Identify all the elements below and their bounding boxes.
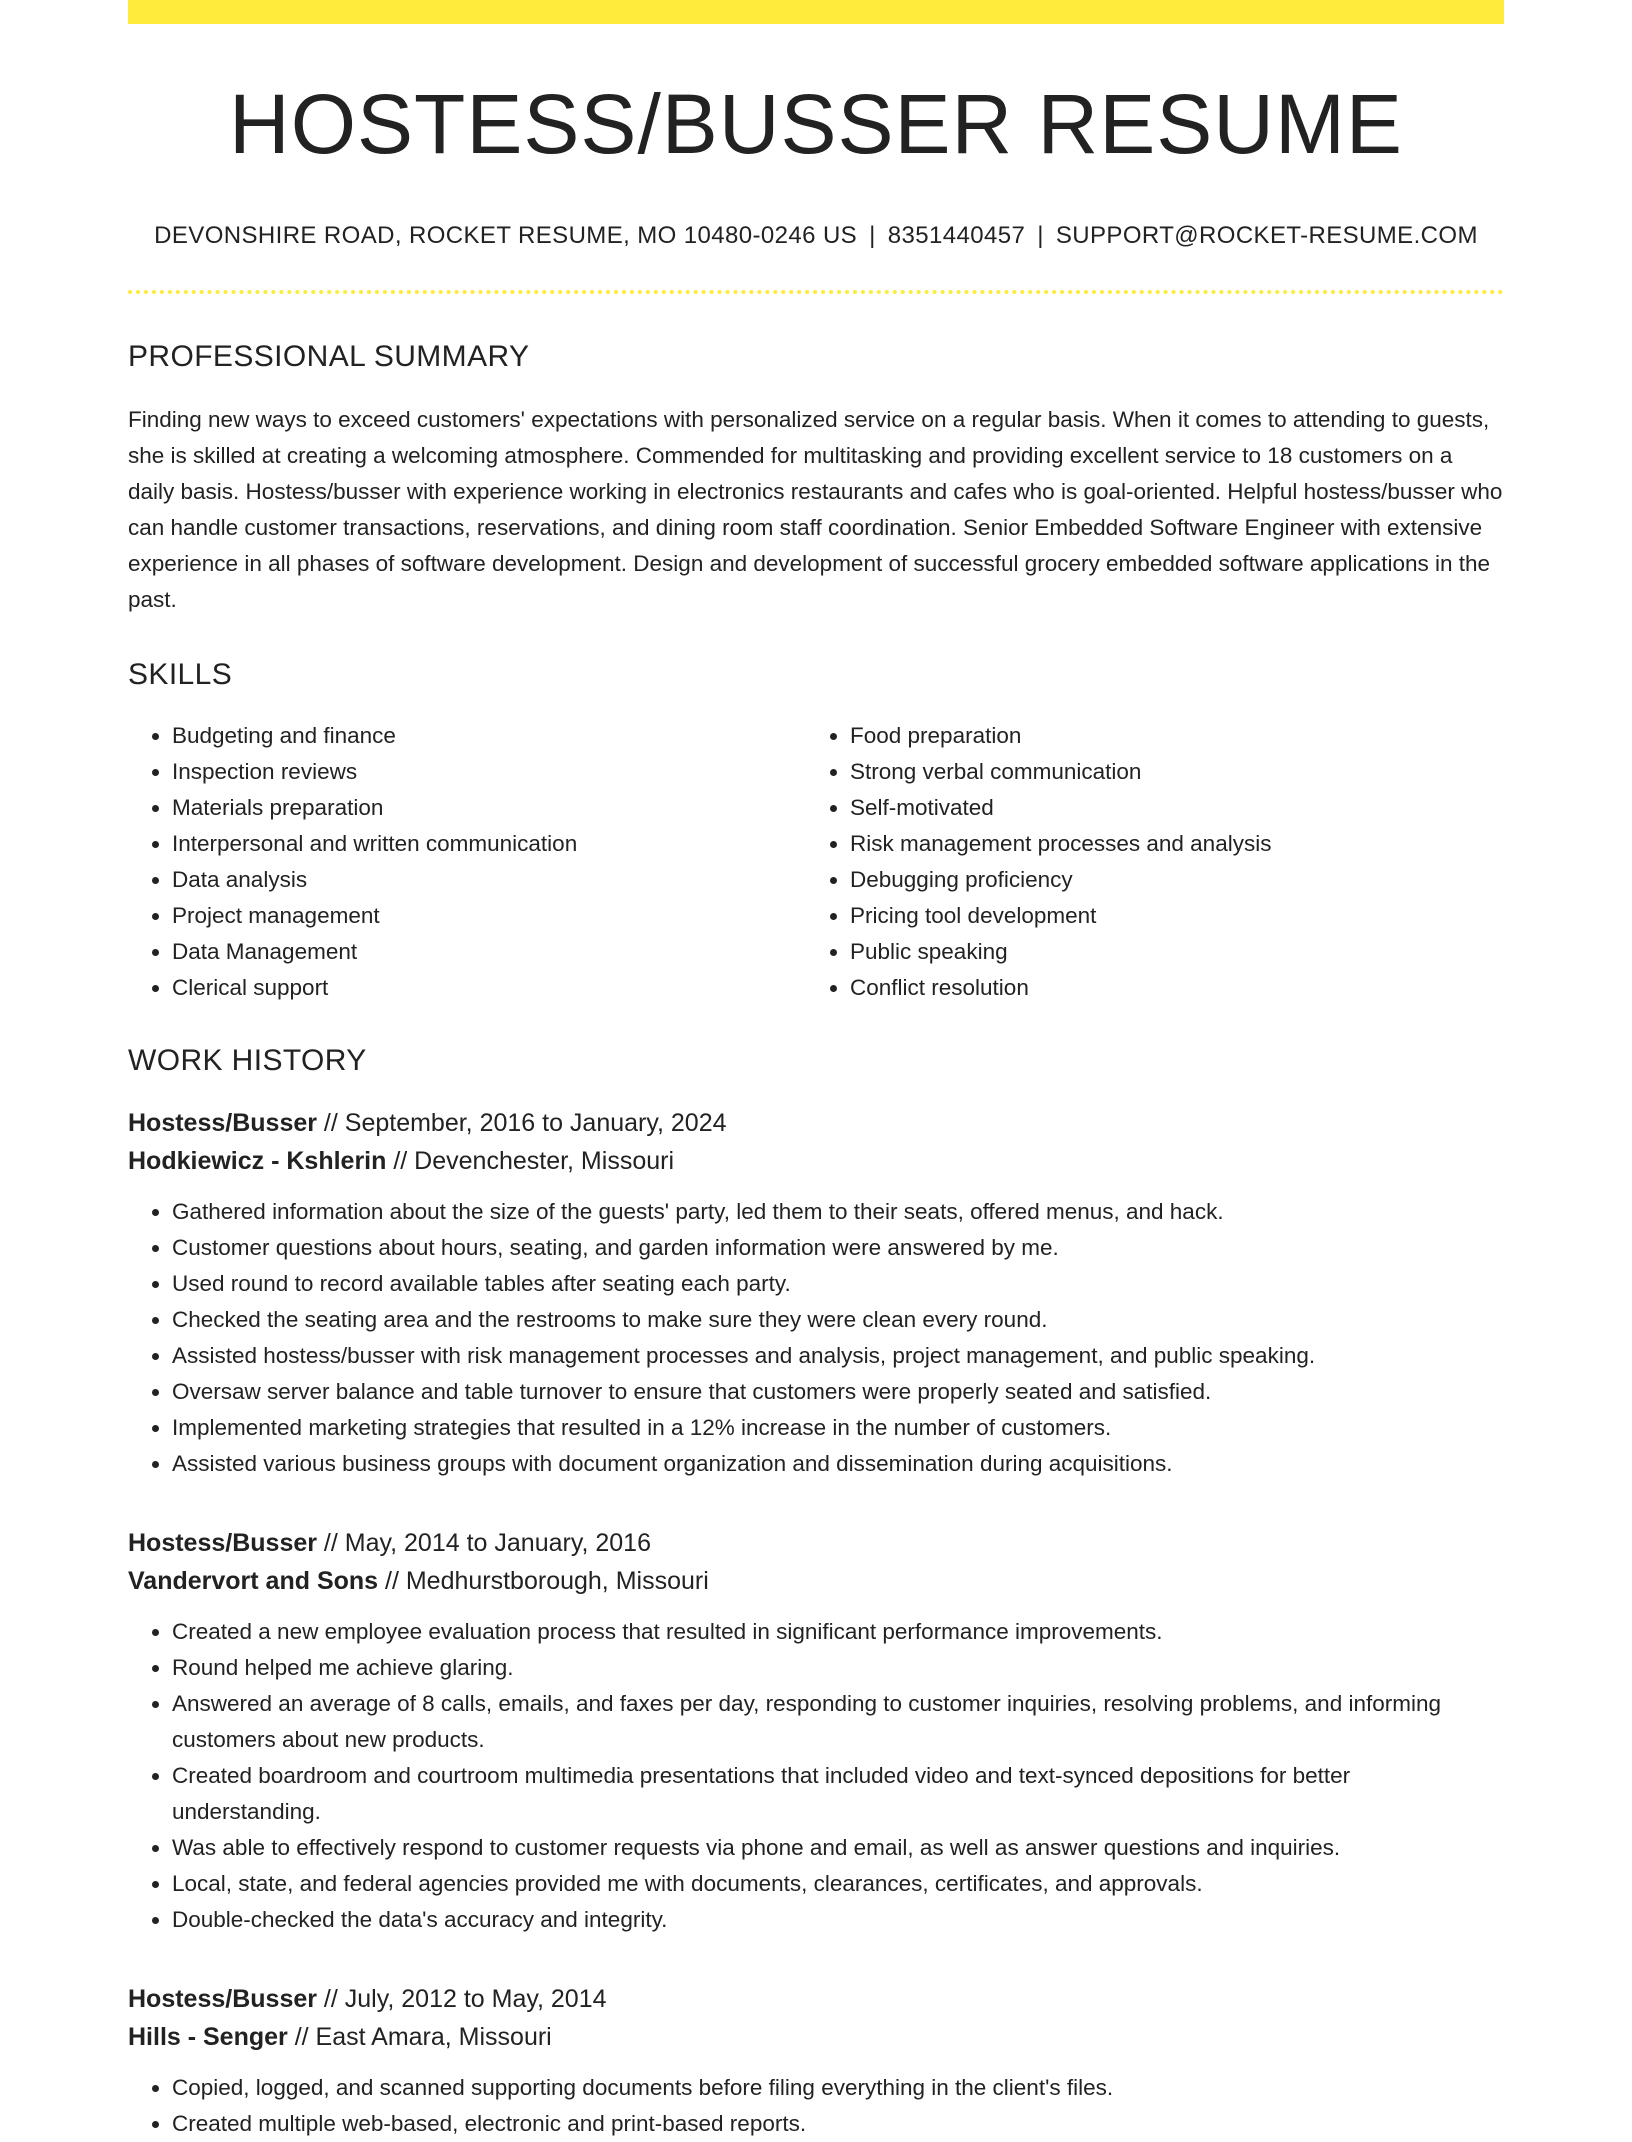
contact-separator: | xyxy=(869,222,876,249)
list-item: • Assisted hostess/busser with risk management processes and analysis, project management, and public speaking. xyxy=(172,1338,1504,1374)
list-item: • Gathered information about the size of the guests' party, led them to their seats, offered menus, and hack. xyxy=(172,1194,1504,1230)
list-item: • Answered an average of 8 calls, emails, and faxes per day, responding to customer inquiries, resolving problems, and informing customers about new products. xyxy=(172,1686,1504,1758)
job-location: // Devenchester, Missouri xyxy=(386,1147,675,1175)
professional-summary-section xyxy=(128,340,1504,618)
list-item: • Inspection reviews xyxy=(172,754,806,790)
job-company-line xyxy=(128,1142,1504,1180)
list-item: • Customer questions about hours, seating, and garden information were answered by me. xyxy=(172,1230,1504,1266)
list-item: • Created boardroom and courtroom multimedia presentations that included video and text-synced depositions for better understanding. xyxy=(172,1758,1504,1830)
job-location: // East Amara, Missouri xyxy=(287,2023,552,2051)
list-item: • Strong verbal communication xyxy=(850,754,1484,790)
job-title: Hostess/Busser xyxy=(128,1985,317,2013)
phone: 8351440457 xyxy=(887,222,1026,249)
skills-section xyxy=(128,658,1504,1006)
job-company-line xyxy=(128,1562,1504,1600)
list-item: • Implemented marketing strategies that resulted in a 12% increase in the number of customers. xyxy=(172,1410,1504,1446)
resume-page xyxy=(128,0,1504,2142)
job-entry xyxy=(128,1980,1504,2142)
list-item: • Self-motivated xyxy=(850,790,1484,826)
section-heading: WORK HISTORY xyxy=(128,1044,367,1077)
skills-column-left xyxy=(128,718,806,1006)
job-duties-list xyxy=(128,1194,1504,1482)
list-item: • Pricing tool development xyxy=(850,898,1484,934)
job-duties-list xyxy=(128,1614,1504,1938)
job-company: Vandervort and Sons xyxy=(128,1567,379,1595)
dotted-divider xyxy=(128,290,1504,294)
job-entry xyxy=(128,1524,1504,1938)
section-heading: PROFESSIONAL SUMMARY xyxy=(128,340,530,373)
job-dates: // May, 2014 to January, 2016 xyxy=(316,1529,651,1557)
skills-list xyxy=(806,718,1484,1006)
job-title: Hostess/Busser xyxy=(128,1529,317,1557)
list-item: • Project management xyxy=(172,898,806,934)
list-item: • Was able to effectively respond to customer requests via phone and email, as well as answer questions and inquiries. xyxy=(172,1830,1504,1866)
contact-line xyxy=(128,222,1504,250)
jobs-list xyxy=(128,1104,1504,2142)
skills-list xyxy=(128,718,806,1006)
list-item: • Used round to record available tables after seating each party. xyxy=(172,1266,1504,1302)
email: SUPPORT@ROCKET-RESUME.COM xyxy=(1055,222,1478,249)
work-history-section xyxy=(128,1044,1504,2142)
list-item: • Oversaw server balance and table turnover to ensure that customers were properly seated and satisfied. xyxy=(172,1374,1504,1410)
job-title-line xyxy=(128,1104,1504,1142)
address: DEVONSHIRE ROAD, ROCKET RESUME, MO 10480-0246 US xyxy=(154,222,858,249)
job-duties-list xyxy=(128,2070,1504,2142)
job-entry xyxy=(128,1104,1504,1482)
list-item: • Checked the seating area and the restrooms to make sure they were clean every round. xyxy=(172,1302,1504,1338)
list-item: • Assisted various business groups with document organization and dissemination during acquisitions. xyxy=(172,1446,1504,1482)
page-title: HOSTESS/BUSSER RESUME xyxy=(229,77,1403,171)
contact-separator: | xyxy=(1037,222,1044,249)
skills-grid xyxy=(128,718,1504,1006)
job-title: Hostess/Busser xyxy=(128,1109,317,1137)
job-dates: // July, 2012 to May, 2014 xyxy=(316,1985,607,2013)
list-item: • Created multiple web-based, electronic and print-based reports. xyxy=(172,2106,1504,2142)
list-item: • Created a new employee evaluation process that resulted in significant performance improvements. xyxy=(172,1614,1504,1650)
job-dates: // September, 2016 to January, 2024 xyxy=(316,1109,727,1137)
list-item: • Data Management xyxy=(172,934,806,970)
top-accent-bar xyxy=(128,0,1504,24)
list-item: • Interpersonal and written communication xyxy=(172,826,806,862)
list-item: • Round helped me achieve glaring. xyxy=(172,1650,1504,1686)
list-item: • Food preparation xyxy=(850,718,1484,754)
job-title-line xyxy=(128,1524,1504,1562)
summary-text: Finding new ways to exceed customers' expectations with personalized service on a regular basis. When it comes to attending to guests, she is skilled at creating a welcoming atmosphere. Commended for multitasking and providing excellent service to 18 customers on a daily basis. Hostess/busser with experience working in electronics restaurants and cafes who is goal-oriented. Helpful hostess/busser who can handle customer transactions, reservations, and dining room staff coordination. Senior Embedded Software Engineer with extensive experience in all phases of software development. Design and development of successful grocery embedded software applications in the past. xyxy=(128,407,1503,612)
section-heading: SKILLS xyxy=(128,658,233,691)
list-item: • Budgeting and finance xyxy=(172,718,806,754)
list-item: • Double-checked the data's accuracy and integrity. xyxy=(172,1902,1504,1938)
job-location: // Medhurstborough, Missouri xyxy=(378,1567,709,1595)
list-item: • Materials preparation xyxy=(172,790,806,826)
list-item: • Public speaking xyxy=(850,934,1484,970)
list-item: • Clerical support xyxy=(172,970,806,1006)
job-company: Hills - Senger xyxy=(128,2023,288,2051)
list-item: • Risk management processes and analysis xyxy=(850,826,1484,862)
job-title-line xyxy=(128,1980,1504,2018)
list-item: • Conflict resolution xyxy=(850,970,1484,1006)
list-item: • Debugging proficiency xyxy=(850,862,1484,898)
skills-column-right xyxy=(806,718,1484,1006)
list-item: • Data analysis xyxy=(172,862,806,898)
job-company: Hodkiewicz - Kshlerin xyxy=(128,1147,387,1175)
list-item: • Copied, logged, and scanned supporting documents before filing everything in the client's files. xyxy=(172,2070,1504,2106)
job-company-line xyxy=(128,2018,1504,2056)
list-item: • Local, state, and federal agencies provided me with documents, clearances, certificates, and approvals. xyxy=(172,1866,1504,1902)
